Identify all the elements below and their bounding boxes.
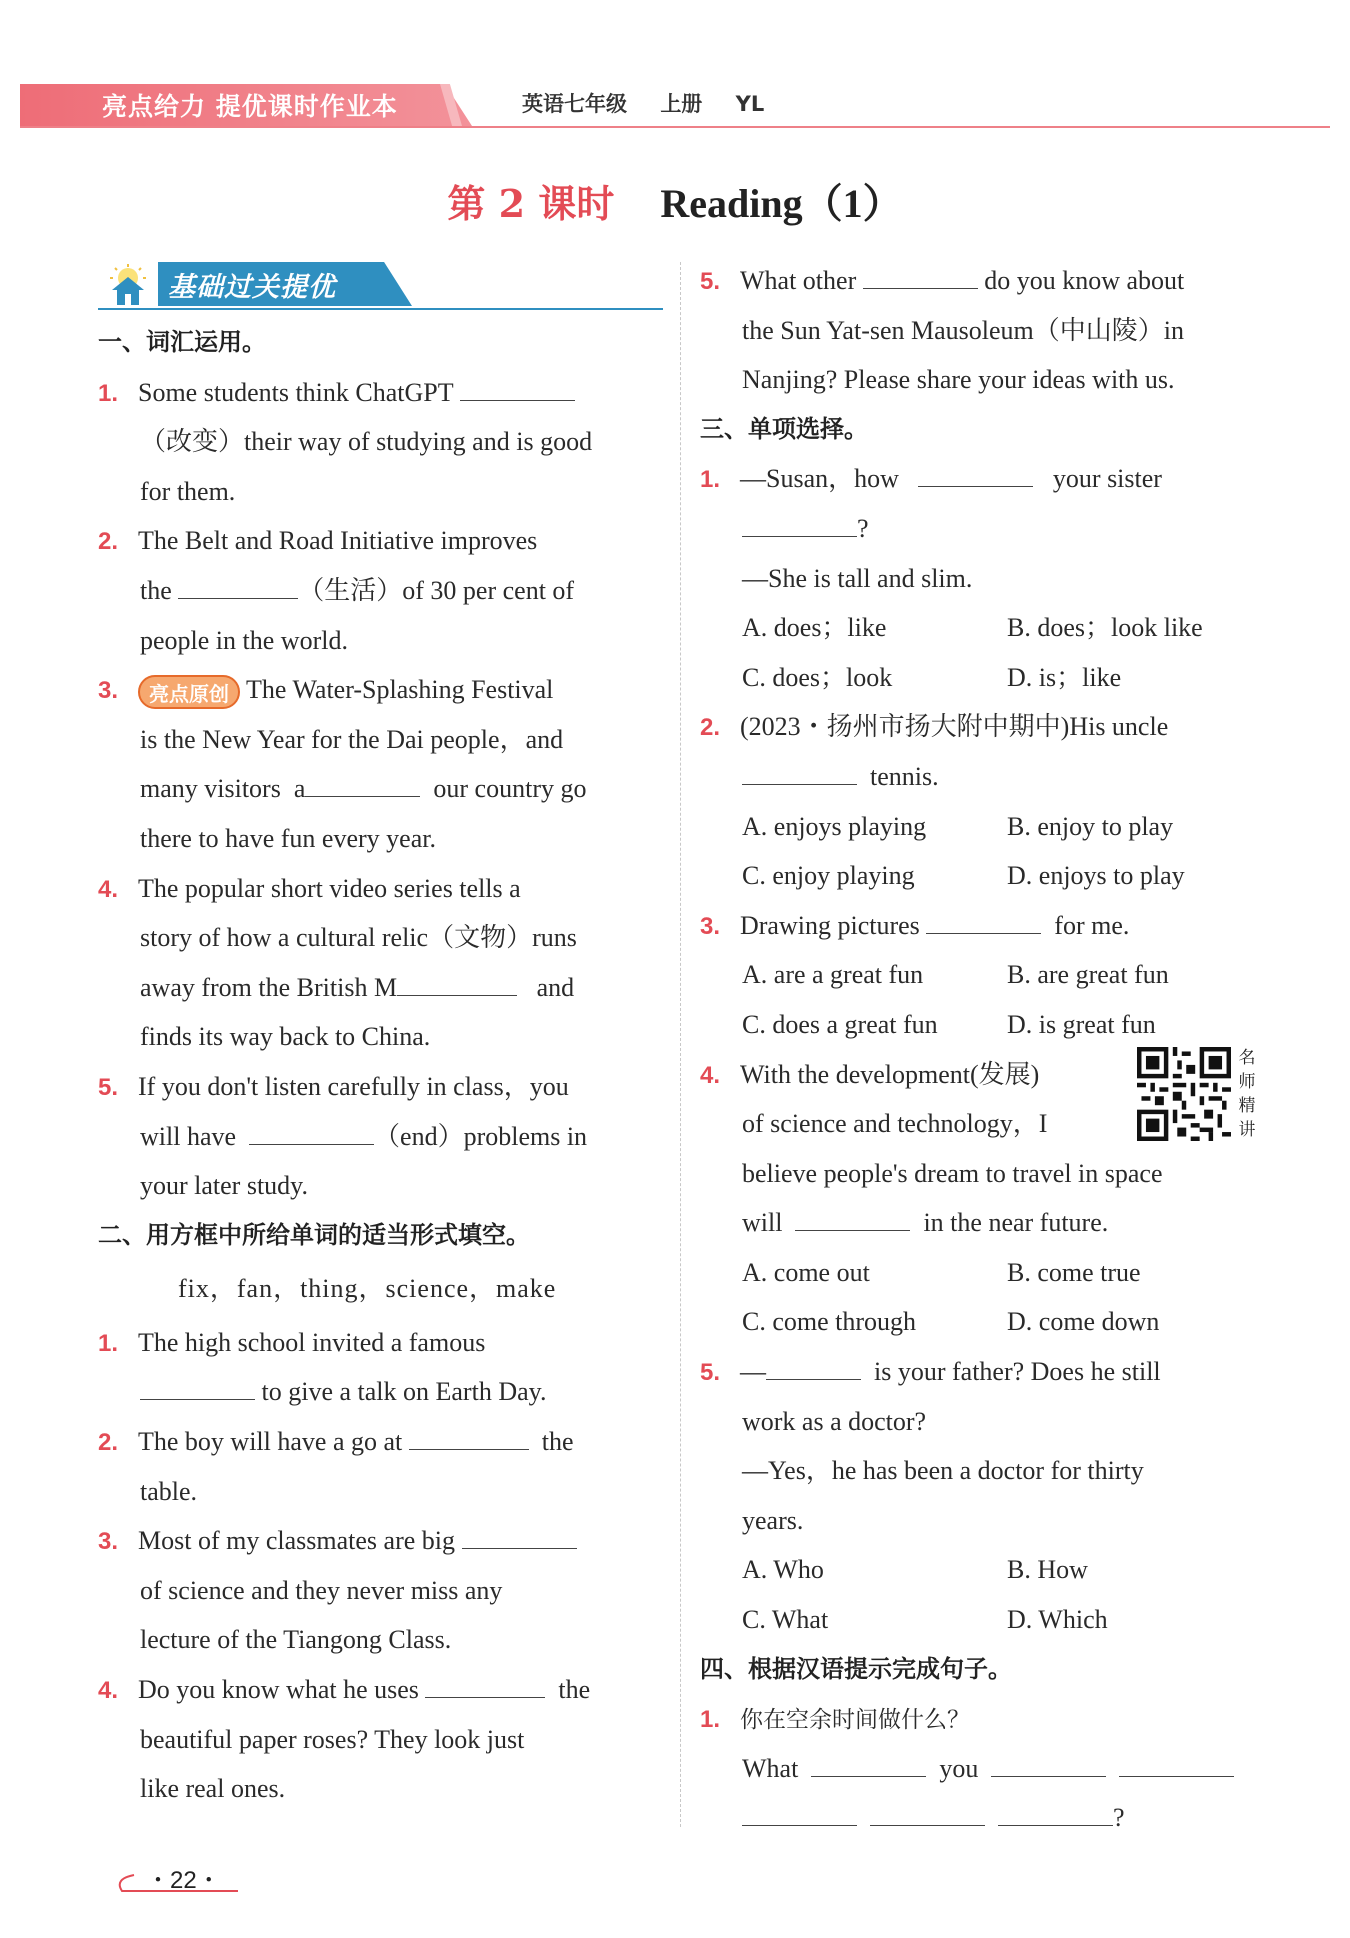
question-line: beautiful paper roses? They look just (140, 1724, 525, 1754)
qr-label: 名师精讲 (1238, 1048, 1256, 1140)
original-tag: 亮点原创 (138, 675, 240, 709)
question: 3. Drawing pictures for me. (700, 901, 1260, 951)
answer-blank[interactable] (305, 767, 420, 797)
word-box: fix，fan，thing，science，make (178, 1274, 557, 1304)
answer-blank[interactable] (811, 1747, 926, 1777)
section-badge (98, 256, 663, 318)
question-line: away from the British M and (98, 963, 663, 1013)
question-line: lecture of the Tiangong Class. (140, 1625, 452, 1655)
answer-blank[interactable] (462, 1519, 577, 1549)
badge-underline (98, 308, 663, 310)
question: 2. The boy will have a go at the (98, 1417, 663, 1467)
answer-blank[interactable] (766, 1350, 861, 1380)
question-line: many visitors a our country go (98, 764, 663, 814)
option[interactable]: D. come down (1007, 1307, 1160, 1337)
answer-blank[interactable] (991, 1747, 1106, 1777)
option[interactable]: B. are great fun (1007, 960, 1169, 990)
option[interactable]: D. enjoys to play (1007, 861, 1185, 891)
option-row (700, 1545, 1260, 1595)
option[interactable]: C. enjoy playing (742, 861, 915, 891)
subject: 英语七年级 (522, 92, 627, 116)
question-line: for them. (140, 476, 236, 506)
question: 4. Do you know what he uses the (98, 1665, 663, 1715)
question: 1. —Susan，how your sister (700, 454, 1260, 504)
lesson-number: 第 2 课时 (447, 181, 615, 226)
question-line: tennis. (700, 752, 1260, 802)
edition: YL (735, 92, 765, 116)
answer-blank[interactable] (918, 457, 1033, 487)
house-lightbulb-icon (106, 264, 150, 308)
lesson-heading (0, 172, 1350, 229)
question-line: of science and technology，I (742, 1109, 1048, 1139)
question-line: believe people's dream to travel in space (742, 1158, 1163, 1188)
answer-blank[interactable] (178, 569, 298, 599)
question-line: ? (700, 1793, 1260, 1843)
lesson-title: Reading（1） (660, 181, 903, 226)
option-row (700, 802, 1260, 852)
question-line: —She is tall and slim. (742, 563, 973, 593)
header-info (522, 88, 790, 118)
question-line: there to have fun every year. (140, 823, 436, 853)
option[interactable]: D. Which (1007, 1605, 1108, 1635)
option[interactable]: A. Who (742, 1555, 824, 1585)
option[interactable]: A. does；like (742, 613, 887, 643)
answer-blank[interactable] (249, 1115, 374, 1145)
question-line: finds its way back to China. (140, 1022, 431, 1052)
option[interactable]: B. enjoy to play (1007, 811, 1174, 841)
option[interactable]: C. does；look (742, 662, 893, 692)
qr-code-icon[interactable] (1137, 1046, 1231, 1142)
answer-blank[interactable] (870, 1796, 985, 1826)
answer-blank[interactable] (140, 1370, 255, 1400)
question: 2. The Belt and Road Initiative improves (98, 526, 538, 556)
question: 1. 你在空余时间做什么？ (700, 1706, 970, 1734)
volume: 上册 (660, 92, 703, 116)
section-2-title: 二、用方框中所给单词的适当形式填空。 (98, 1220, 530, 1249)
option-row (700, 603, 1260, 653)
option-row (700, 1248, 1260, 1298)
page-number: ・22・ (146, 1867, 221, 1894)
question: 3. 亮点原创 The Water-Splashing Festival (98, 665, 663, 715)
question: 4. The popular short video series tells a (98, 873, 521, 903)
option-row (700, 851, 1260, 901)
section-3-title: 三、单项选择。 (700, 414, 868, 443)
answer-blank[interactable] (742, 1796, 857, 1826)
answer-blank[interactable] (425, 1668, 545, 1698)
question-line: the （生活）of 30 per cent of (98, 566, 663, 616)
question-line: is the New Year for the Dai people，and (140, 724, 564, 754)
question: 2. (2023・扬州市扬大附中期中)His uncle (700, 712, 1169, 742)
answer-blank[interactable] (926, 904, 1041, 934)
series-title: 亮点给力 提优课时作业本 (102, 92, 398, 121)
question-line: the Sun Yat-sen Mausoleum（中山陵）in (742, 315, 1185, 345)
option[interactable]: C. come through (742, 1307, 917, 1337)
answer-blank[interactable] (1119, 1747, 1234, 1777)
question-line: （改变）their way of studying and is good (140, 427, 593, 457)
answer-blank[interactable] (998, 1796, 1113, 1826)
option-row (700, 950, 1260, 1000)
option[interactable]: C. does a great fun (742, 1009, 938, 1039)
question-line: like real ones. (140, 1774, 286, 1804)
question-line: work as a doctor? (742, 1406, 927, 1436)
question-line: ? (700, 504, 1260, 554)
question-line: to give a talk on Earth Day. (98, 1367, 663, 1417)
answer-blank[interactable] (795, 1201, 910, 1231)
question-line: will have （end）problems in (98, 1112, 663, 1162)
header-rule (20, 126, 1330, 128)
section-4-title: 四、根据汉语提示完成句子。 (700, 1654, 1012, 1683)
answer-blank[interactable] (460, 371, 575, 401)
question: 1. Some students think ChatGPT (98, 368, 663, 418)
option[interactable]: B. does；look like (1007, 613, 1203, 643)
answer-blank[interactable] (742, 755, 857, 785)
question-line: years. (742, 1505, 804, 1535)
question: 4. With the development(发展) (700, 1059, 1040, 1089)
option[interactable]: A. come out (742, 1257, 870, 1287)
question-line: your later study. (140, 1171, 308, 1201)
question-line: table. (140, 1476, 198, 1506)
question-line: —Yes，he has been a doctor for thirty (742, 1456, 1144, 1486)
question-line: Nanjing? Please share your ideas with us. (742, 365, 1175, 395)
question-line: people in the world. (140, 625, 348, 655)
option-row (700, 653, 1260, 703)
question-line: story of how a cultural relic（文物）runs (140, 923, 577, 953)
question: 3. Most of my classmates are big (98, 1516, 663, 1566)
option-row (700, 1297, 1260, 1347)
column-divider (680, 262, 681, 1827)
option[interactable]: B. come true (1007, 1257, 1141, 1287)
section-1-title: 一、词汇运用。 (98, 328, 266, 356)
question: 5. What other do you know about (700, 256, 1260, 306)
question: 5. — is your father? Does he still (700, 1347, 1260, 1397)
question-line: of science and they never miss any (140, 1575, 503, 1605)
question-line: will in the near future. (700, 1198, 1260, 1248)
answer-blank[interactable] (742, 507, 857, 537)
option[interactable]: C. What (742, 1605, 829, 1635)
answer-blank[interactable] (409, 1420, 529, 1450)
question-line: What you (700, 1744, 1260, 1794)
left-column (98, 256, 663, 1814)
option[interactable]: A. enjoys playing (742, 811, 927, 841)
question: 5. If you don't listen carefully in class，you (98, 1071, 569, 1101)
answer-blank[interactable] (397, 966, 517, 996)
option-row (700, 1595, 1260, 1645)
answer-blank[interactable] (863, 259, 978, 289)
option[interactable]: D. is；like (1007, 662, 1122, 692)
option-row (700, 1000, 1260, 1050)
badge-text: 基础过关提优 (168, 272, 336, 303)
option[interactable]: D. is great fun (1007, 1009, 1156, 1039)
option[interactable]: B. How (1007, 1555, 1088, 1585)
option[interactable]: A. are a great fun (742, 960, 924, 990)
question: 1. The high school invited a famous (98, 1327, 486, 1357)
